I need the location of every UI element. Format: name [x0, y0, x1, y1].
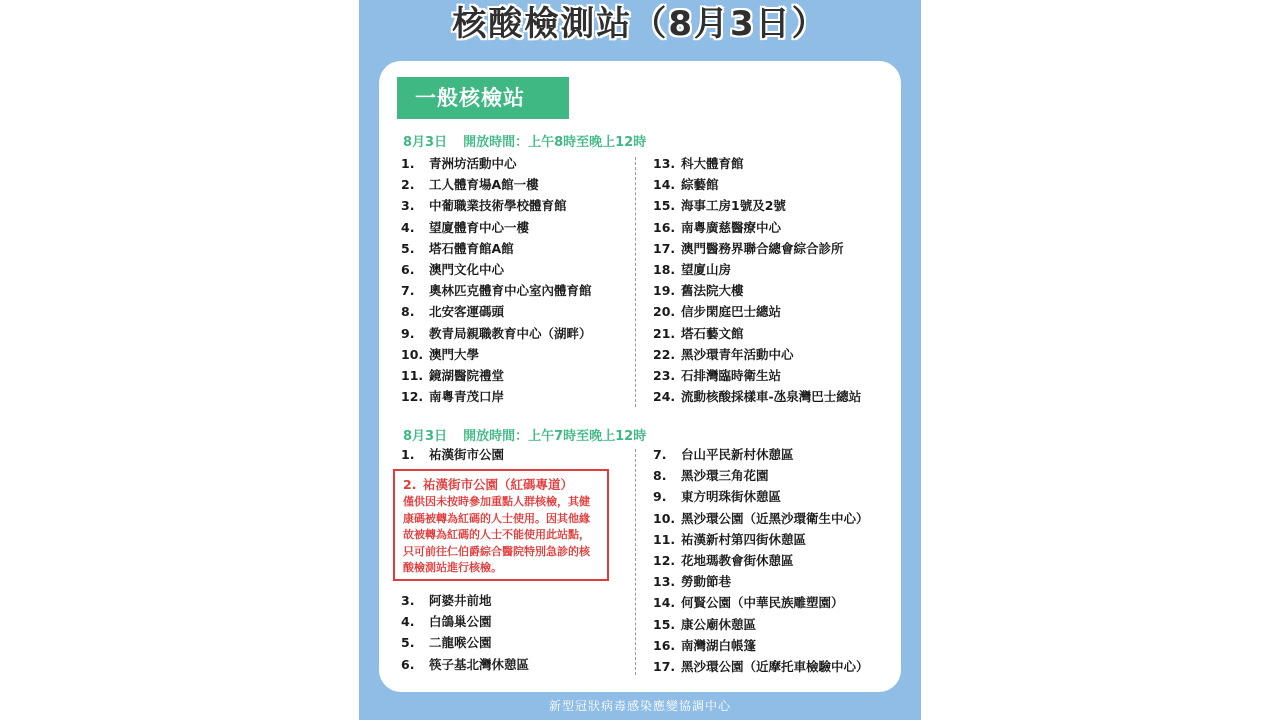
station-number: 10. [401, 346, 424, 362]
station-item [653, 280, 861, 301]
group1-divider [635, 157, 636, 407]
station-item [401, 323, 592, 344]
station-item [653, 195, 861, 216]
station-number: 14. [653, 177, 676, 193]
station-number: 5. [401, 635, 415, 651]
station-item [653, 508, 869, 529]
station-name: 二龍喉公園 [429, 635, 492, 651]
station-item [653, 238, 861, 259]
station-number: 13. [653, 574, 676, 590]
notice-number: 2. [403, 477, 417, 492]
station-name: 黑沙環青年活動中心 [681, 346, 794, 362]
station-item [401, 259, 592, 280]
station-name: 教青局親職教育中心（湖畔） [429, 325, 592, 341]
station-item [653, 529, 869, 550]
station-item [653, 571, 869, 592]
station-item [653, 153, 861, 174]
station-number: 14. [653, 595, 676, 611]
station-number: 4. [401, 614, 415, 630]
station-name: 北安客運碼頭 [429, 304, 505, 320]
station-name: 南粵青茂口岸 [429, 389, 505, 405]
station-name: 塔石體育館A館 [429, 240, 514, 256]
station-number: 21. [653, 325, 676, 341]
station-number: 18. [653, 261, 676, 277]
station-number: 13. [653, 156, 676, 171]
station-name: 科大體育館 [681, 156, 744, 171]
station-item [401, 444, 504, 465]
station-item [401, 301, 592, 322]
station-name: 工人體育場A館一樓 [429, 177, 539, 193]
station-item [653, 344, 861, 365]
station-name: 筷子基北灣休憩區 [429, 656, 530, 672]
station-name: 綜藝館 [681, 177, 719, 193]
station-item [401, 238, 592, 259]
station-item [653, 550, 869, 571]
station-item [401, 386, 592, 407]
group1-hours: 開放時間：上午8時至晚上12時 [463, 135, 647, 150]
group2-time-line [403, 425, 646, 444]
page-title: 核酸檢測站（8月3日） [452, 4, 828, 44]
station-item [653, 486, 869, 507]
poster [359, 0, 921, 720]
section-title: 一般核檢站 [397, 77, 569, 119]
station-name: 望廈山房 [681, 261, 732, 277]
station-number: 7. [401, 283, 415, 299]
station-number: 15. [653, 198, 676, 214]
station-name: 祐漢新村第四街休憩區 [681, 531, 807, 547]
station-number: 11. [401, 367, 424, 383]
station-number: 2. [401, 177, 415, 193]
station-number: 12. [401, 389, 424, 405]
station-item [653, 656, 869, 677]
station-number: 1. [401, 447, 415, 462]
station-number: 4. [401, 219, 415, 235]
red-code-notice [393, 469, 609, 581]
station-item [653, 365, 861, 386]
station-number: 20. [653, 304, 676, 320]
group1-time-line [403, 131, 646, 150]
station-name: 南灣湖白帳篷 [681, 637, 757, 653]
station-name: 南粵廣慈醫療中心 [681, 219, 782, 235]
group2-left-bottom-list [401, 590, 529, 675]
station-number: 5. [401, 240, 415, 256]
station-item [653, 635, 869, 656]
station-number: 16. [653, 637, 676, 653]
station-item [401, 280, 592, 301]
station-number: 22. [653, 346, 676, 362]
station-number: 23. [653, 367, 676, 383]
station-number: 1. [401, 156, 415, 171]
group2-left-top-list [401, 444, 504, 465]
group2-date: 8月3日 [403, 429, 448, 444]
station-name: 塔石藝文館 [681, 325, 744, 341]
station-number: 19. [653, 283, 676, 299]
station-name: 鏡湖醫院禮堂 [429, 367, 505, 383]
station-name: 石排灣臨時衛生站 [681, 367, 782, 383]
station-name: 康公廟休憩區 [681, 616, 757, 632]
station-name: 東方明珠街休憩區 [681, 489, 782, 505]
station-number: 7. [653, 447, 667, 462]
station-number: 8. [653, 468, 667, 484]
stations-card [379, 61, 901, 692]
group1-right-list [653, 153, 861, 407]
station-item [401, 174, 592, 195]
station-name: 舊法院大樓 [681, 283, 744, 299]
station-item [653, 301, 861, 322]
station-number: 16. [653, 219, 676, 235]
group2-divider [635, 449, 636, 675]
station-item [401, 365, 592, 386]
station-name: 黑沙環公園（近摩托車檢驗中心） [681, 658, 869, 674]
station-name: 何賢公園（中華民族雕塑園） [681, 595, 844, 611]
station-number: 17. [653, 658, 676, 674]
station-item [401, 611, 529, 632]
station-name: 信步閑庭巴士總站 [681, 304, 782, 320]
station-name: 奧林匹克體育中心室內體育館 [429, 283, 592, 299]
station-item [401, 344, 592, 365]
station-item [653, 174, 861, 195]
station-name: 花地瑪教會街休憩區 [681, 552, 794, 568]
station-name: 黑沙環三角花園 [681, 468, 769, 484]
notice-body: 僅供因未按時參加重點人群核檢，其健康碼被轉為紅碼的人士使用。因其他緣故被轉為紅碼的人士不能使用此站點，只可前往仁伯爵綜合醫院特別急診的核酸檢測站進行核檢。 [403, 495, 590, 574]
station-item [401, 632, 529, 653]
station-number: 12. [653, 552, 676, 568]
station-item [401, 590, 529, 611]
station-number: 17. [653, 240, 676, 256]
station-number: 8. [401, 304, 415, 320]
station-name: 澳門文化中心 [429, 261, 505, 277]
station-number: 9. [401, 325, 415, 341]
station-name: 白鴿巢公園 [429, 614, 492, 630]
group1-date: 8月3日 [403, 135, 448, 150]
station-number: 11. [653, 531, 676, 547]
station-name: 中葡職業技術學校體育館 [429, 198, 567, 214]
station-name: 勞動節巷 [681, 574, 732, 590]
station-number: 3. [401, 198, 415, 214]
station-item [653, 465, 869, 486]
station-number: 6. [401, 656, 415, 672]
station-item [401, 654, 529, 675]
notice-title [403, 476, 599, 494]
station-name: 祐漢街市公園 [429, 447, 505, 462]
station-number: 10. [653, 510, 676, 526]
station-name: 黑沙環公園（近黑沙環衛生中心） [681, 510, 869, 526]
station-number: 6. [401, 261, 415, 277]
group2-right-list [653, 444, 869, 677]
station-name: 青洲坊活動中心 [429, 156, 517, 171]
station-item [653, 614, 869, 635]
station-item [653, 386, 861, 407]
group1-left-list [401, 153, 592, 407]
station-name: 流動核酸採樣車-氹泉灣巴士總站 [681, 389, 862, 405]
station-item [653, 444, 869, 465]
station-name: 望廈體育中心一樓 [429, 219, 530, 235]
station-item [653, 323, 861, 344]
station-item [401, 153, 592, 174]
station-name: 海事工房1號及2號 [681, 198, 786, 214]
station-name: 澳門醫務界聯合總會綜合診所 [681, 240, 844, 256]
station-item [653, 592, 869, 613]
station-name: 台山平民新村休憩區 [681, 447, 794, 462]
station-item [653, 217, 861, 238]
station-item [401, 217, 592, 238]
station-item [401, 195, 592, 216]
station-number: 3. [401, 593, 415, 608]
station-name: 阿婆井前地 [429, 593, 492, 608]
station-number: 24. [653, 389, 676, 405]
group2-hours: 開放時間：上午7時至晚上12時 [463, 429, 647, 444]
station-number: 9. [653, 489, 667, 505]
station-number: 15. [653, 616, 676, 632]
station-name: 澳門大學 [429, 346, 480, 362]
notice-title-text: 祐漢街市公園（紅碼專道） [423, 477, 574, 492]
station-item [653, 259, 861, 280]
footer-org: 新型冠狀病毒感染應變協調中心 [548, 699, 731, 713]
